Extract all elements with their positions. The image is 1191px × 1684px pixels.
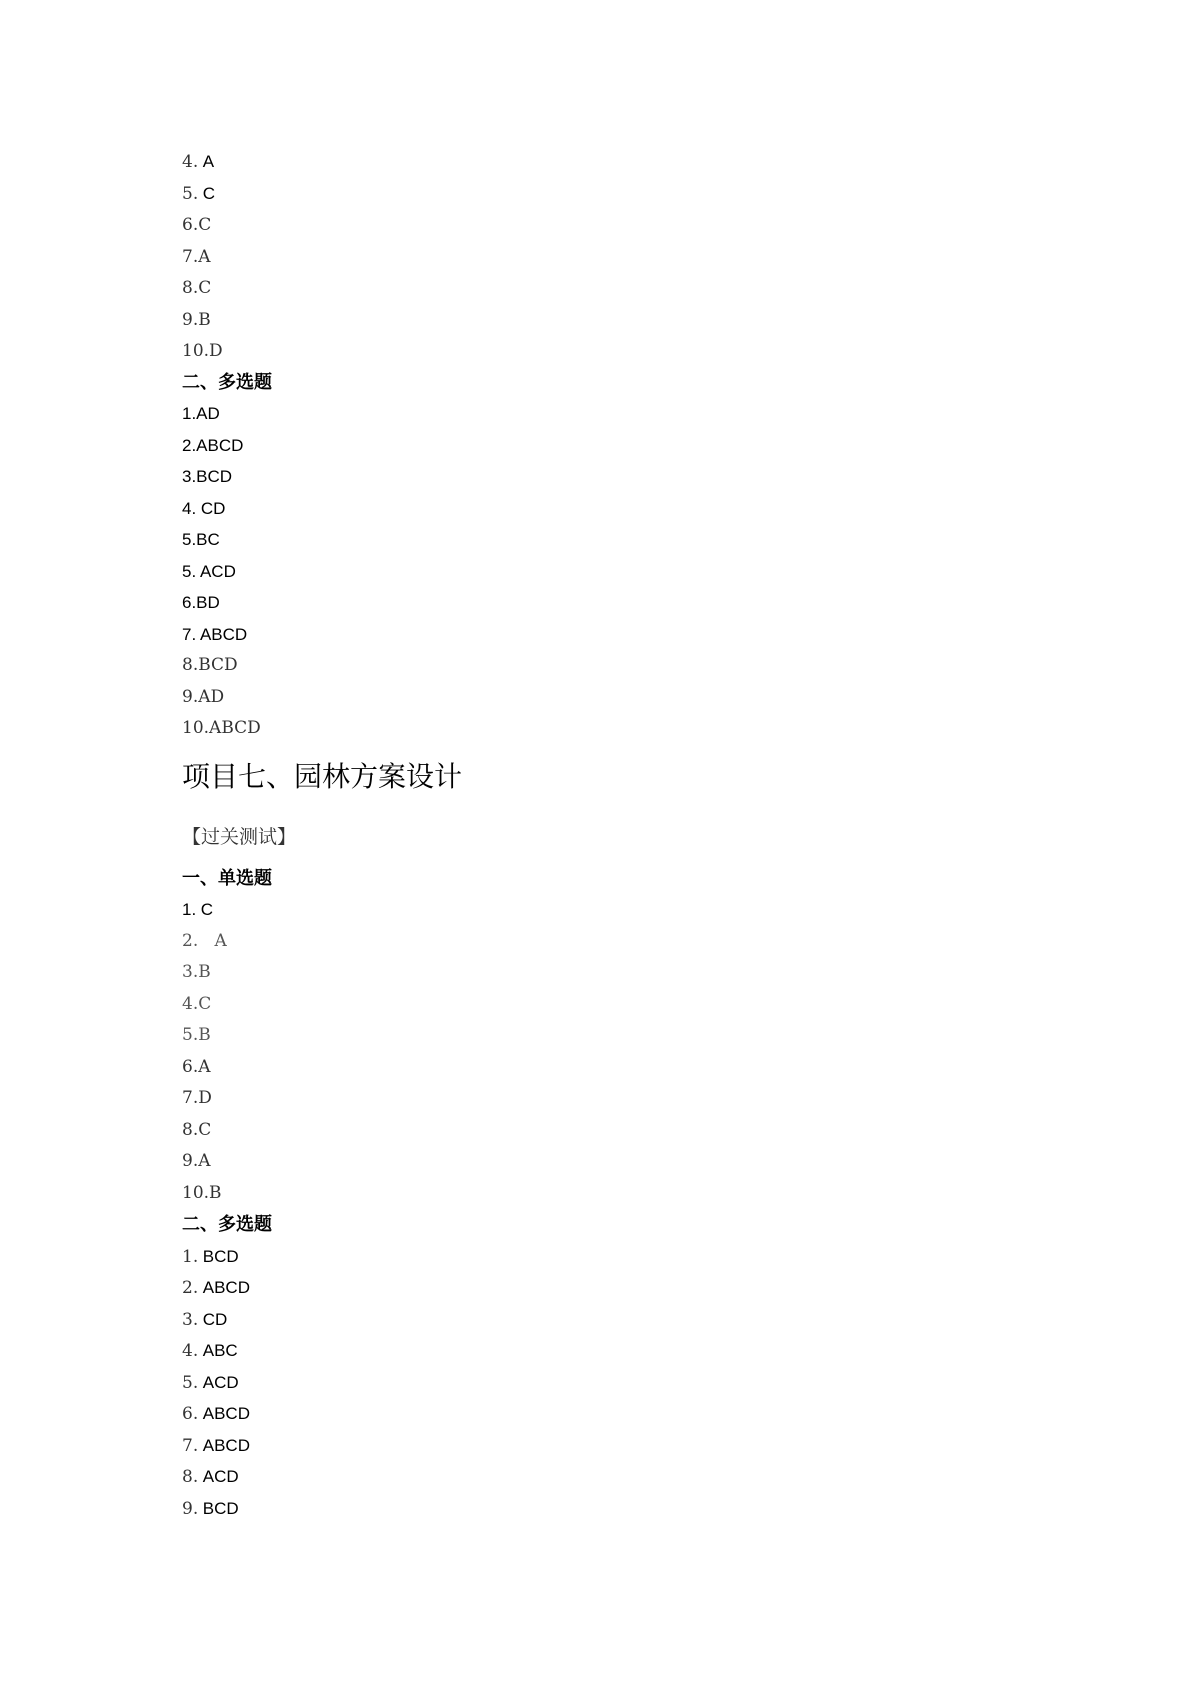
answer-line	[182, 209, 1082, 241]
answer-value: B	[209, 1182, 222, 1203]
question-number: 5.	[182, 1025, 199, 1045]
answer-line	[182, 957, 1082, 989]
answer-line	[182, 1398, 1082, 1430]
section-b-multi-choice-list	[182, 1241, 1082, 1525]
answer-line	[182, 1461, 1082, 1493]
subtitle: 【过关测试】	[182, 825, 297, 848]
section-heading-multi-choice: 二、多选题	[182, 371, 272, 393]
answer-value: B	[198, 1025, 211, 1045]
answer-line	[182, 1052, 1082, 1084]
answer-value: C	[202, 183, 216, 203]
question-number: 8.	[182, 1467, 199, 1487]
answer-value: C	[198, 278, 212, 298]
answer-value: BCD	[202, 1498, 239, 1518]
answer-value: B	[198, 309, 211, 330]
answer-line	[182, 894, 1082, 926]
answer-line	[182, 1335, 1082, 1367]
answer-line	[182, 1241, 1082, 1273]
answer-line	[182, 335, 1082, 367]
question-number: 3.	[182, 962, 199, 982]
question-number: 5.	[182, 183, 199, 204]
question-number: 6.	[182, 215, 199, 235]
answer-value: ABCD	[202, 1404, 250, 1423]
answer-line	[182, 1115, 1082, 1147]
question-number: 1.	[182, 900, 197, 919]
answer-line	[182, 1178, 1082, 1210]
answer-line: 9.AD	[182, 686, 225, 707]
answer-line	[182, 1020, 1082, 1052]
answer-value: C	[198, 215, 212, 235]
question-number: 10.	[182, 1182, 210, 1203]
answer-line: 8.BCD	[182, 655, 238, 675]
question-number: 4.	[182, 152, 199, 172]
answer-line: 6.BD	[182, 593, 220, 612]
answer-line	[182, 1493, 1082, 1525]
answer-value: A	[209, 930, 227, 951]
answer-line	[182, 304, 1082, 336]
answer-value: A	[202, 152, 215, 171]
question-number: 6.	[182, 1056, 199, 1077]
question-number: 6.	[182, 1404, 199, 1424]
answer-value: A	[198, 1056, 211, 1077]
answer-value: ACD	[202, 1467, 239, 1486]
answer-value: D	[209, 341, 223, 361]
answer-value: ACD	[202, 1372, 239, 1392]
answer-value: ABCD	[202, 1278, 250, 1297]
answer-line: 3.BCD	[182, 467, 233, 486]
question-number: 2.	[182, 930, 199, 951]
question-number: 10.	[182, 341, 210, 361]
answer-line	[182, 1430, 1082, 1462]
answer-value: A	[198, 1151, 211, 1171]
question-number: 9.	[182, 309, 199, 330]
question-number: 7.	[182, 1088, 199, 1108]
question-number: 8.	[182, 278, 199, 298]
answer-line: 7. ABCD	[182, 624, 248, 644]
answer-value: CD	[202, 1309, 228, 1329]
section-a-single-choice-list	[182, 146, 1082, 367]
question-number: 7.	[182, 1435, 199, 1456]
answer-value: C	[198, 1119, 212, 1140]
section-heading-multi-choice: 二、多选题	[182, 1214, 272, 1235]
answer-line	[182, 1083, 1082, 1115]
question-number: 2.	[182, 1278, 199, 1298]
question-number: 9.	[182, 1151, 199, 1171]
answer-line: 2.ABCD	[182, 435, 244, 455]
answer-value: C	[198, 993, 212, 1014]
question-number: 5.	[182, 1372, 199, 1393]
answer-line	[182, 272, 1082, 304]
question-number: 9.	[182, 1498, 199, 1519]
answer-line	[182, 1304, 1082, 1336]
answer-line: 5. ACD	[182, 561, 236, 581]
answer-value: D	[198, 1088, 212, 1108]
question-number: 8.	[182, 1119, 199, 1140]
section-heading-single-choice: 一、单选题	[182, 867, 272, 889]
answer-line	[182, 989, 1082, 1021]
answer-value: ABCD	[202, 1435, 250, 1455]
answer-line	[182, 926, 1082, 958]
question-number: 3.	[182, 1309, 199, 1330]
answer-line	[182, 1367, 1082, 1399]
answer-value: BCD	[202, 1246, 239, 1266]
answer-line: 1.AD	[182, 404, 220, 423]
answer-line: 10.ABCD	[182, 718, 261, 738]
answer-value: C	[200, 900, 213, 919]
answer-line	[182, 146, 1082, 178]
question-number: 4.	[182, 993, 199, 1014]
answer-line	[182, 1146, 1082, 1178]
answer-value: ABC	[202, 1341, 238, 1360]
question-number: 7.	[182, 246, 199, 267]
answer-value: A	[198, 246, 211, 267]
section-b-single-choice-list	[182, 894, 1082, 1209]
answer-line: 4. CD	[182, 498, 226, 518]
section-a-multi-choice-list	[182, 398, 1082, 745]
answer-line	[182, 241, 1082, 273]
question-number: 4.	[182, 1341, 199, 1361]
answer-line: 5.BC	[182, 530, 220, 549]
project-title: 项目七、园林方案设计	[182, 759, 463, 793]
question-number: 1.	[182, 1246, 199, 1267]
answer-line	[182, 178, 1082, 210]
answer-line	[182, 1272, 1082, 1304]
answer-value: B	[198, 962, 211, 982]
document-page	[182, 146, 1082, 1524]
